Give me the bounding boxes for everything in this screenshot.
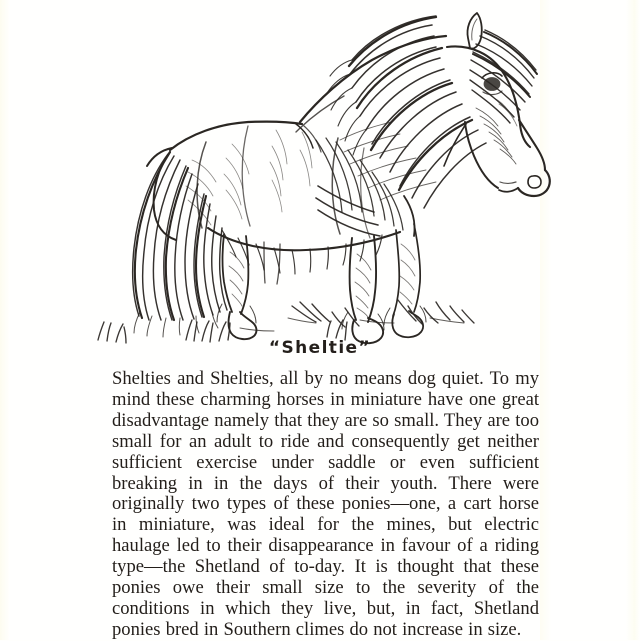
illustration-caption: “Sheltie” bbox=[268, 338, 372, 358]
body-paragraph: Shelties and Shelties, all by no means dog quiet. To my mind these charming horses in miniature have one great disadvantage namely that they are so small. They are too small for an adult to ride and consequently get neither sufficient exercise under saddle or even sufficient breaking in in the days of their youth. There were originally two types of these ponies—one, a cart horse in miniature, was ideal for the mines, but electric haulage led to their disappearance in favour of a riding type—the Shetland of to-day. It is thought that these ponies owe their small size to the severity of the conditions in which they live, but, in fact, Shetland ponies bred in Southern climes do not increase in size. bbox=[112, 368, 539, 640]
